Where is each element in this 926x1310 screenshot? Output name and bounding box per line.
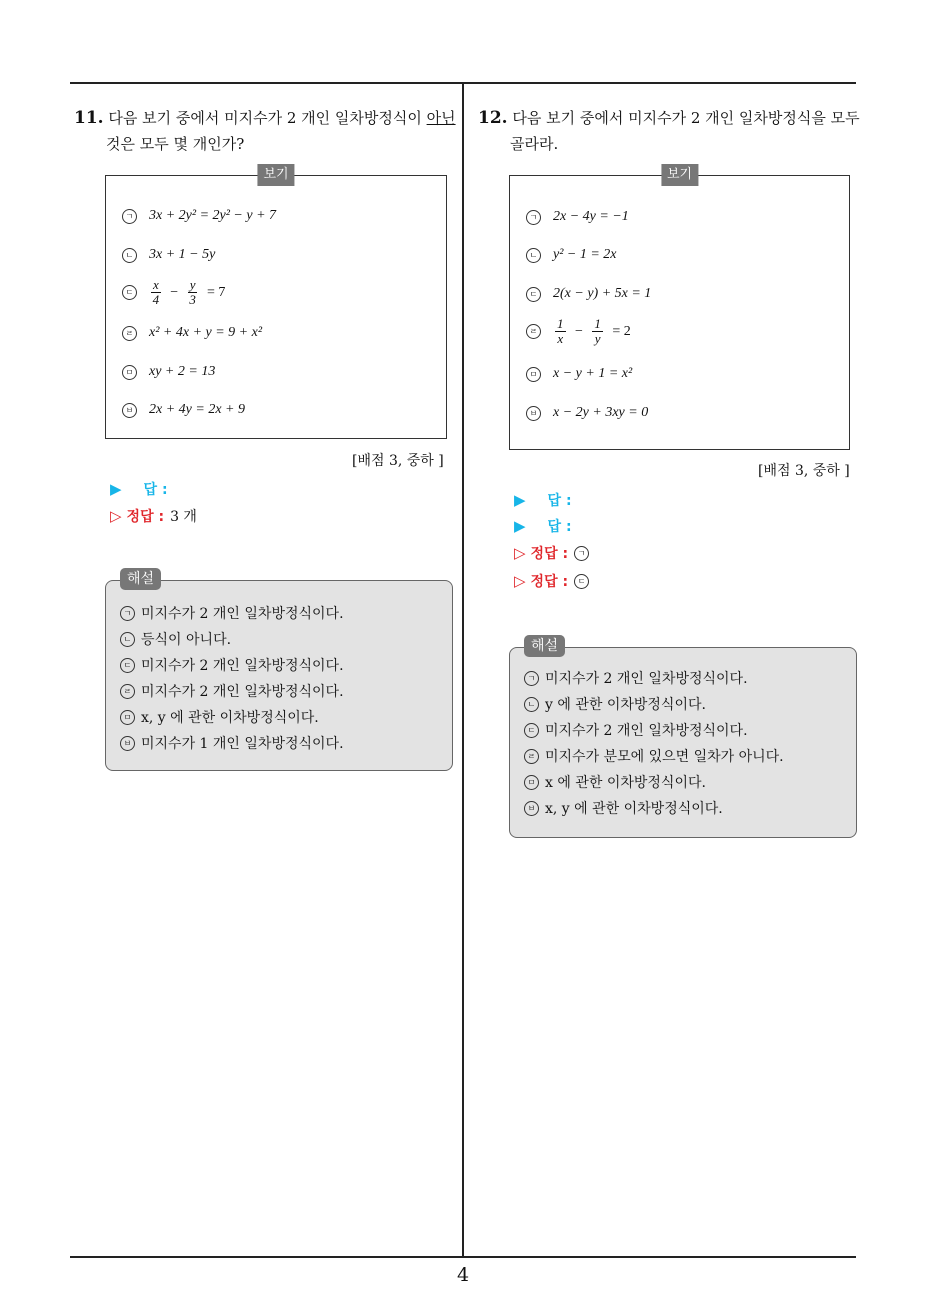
q11-score: [배점 3, 중하 ] [352,453,444,469]
q11-explanation-box [105,571,453,771]
q12-item-6-expr: x − 2y + 3xy = 0 [553,405,649,420]
q12-answer-row-1[interactable] [514,490,572,510]
q11-explanation-label: 해설 [120,568,161,590]
q11-item-4-expr: x² + 4x + y = 9 + x² [149,325,263,340]
q11-bogi-box [105,167,447,439]
q12-exp-2-mark: ㄴ [524,697,539,712]
q11-exp-3 [120,655,344,675]
q11-exp-6-mark: ㅂ [120,736,135,751]
q11-exp-4-mark: ㄹ [120,684,135,699]
q11-item-5-mark: ㅁ [122,365,137,380]
q11-item-4-mark: ㄹ [122,326,137,341]
q12-exp-3-text: 미지수가 2 개인 일차방정식이다. [545,723,748,739]
q12-correct-row-2 [514,571,601,591]
q12-item-1-expr: 2x − 4y = −1 [553,209,629,224]
q11-text-emphasis: 아닌 [426,109,456,127]
q11-answer-row[interactable] [110,479,168,499]
q11-exp-6 [120,733,344,753]
q11-number: 11. [74,108,104,128]
q12-exp-1-mark: ㄱ [524,671,539,686]
correct-arrow-icon: ▷ [110,507,122,525]
q11-item-2-expr: 3x + 1 − 5y [149,247,216,262]
q11-item-6-mark: ㅂ [122,403,137,418]
q12-exp-6 [524,798,723,818]
q11-item-5 [122,364,215,380]
q11-correct-value: 3 개 [170,509,197,525]
q12-exp-4-mark: ㄹ [524,749,539,764]
q12-item-4-frac1: $\frac{1}{x}$ [557,316,564,346]
q12-exp-5-mark: ㅁ [524,775,539,790]
q12-text-part2: 골라라. [510,135,559,153]
answer-arrow-icon: ▶ [110,480,122,498]
q12-correct-row-1 [514,543,601,563]
q12-item-2-expr: y² − 1 = 2x [553,247,617,262]
q11-exp-2-mark: ㄴ [120,632,135,647]
q12-item-5 [526,366,632,382]
q12-answer-label-1: 답 : [547,493,572,509]
q11-item-3-frac1: $\frac{x}{4}$ [152,277,160,307]
q11-exp-1 [120,603,344,623]
q12-item-1 [526,209,629,225]
q11-exp-5 [120,707,319,727]
q11-correct-label: 정답 : [126,509,165,525]
q12-item-4-mark: ㄹ [526,324,541,339]
q11-item-3-frac2: $\frac{y}{3}$ [189,277,196,307]
q11-item-3-rest: = 7 [206,284,226,300]
q11-item-2 [122,247,215,263]
q11-question [74,105,460,157]
q12-item-6 [526,405,648,421]
q11-exp-1-mark: ㄱ [120,606,135,621]
q12-score: [배점 3, 중하 ] [758,463,850,479]
q12-correct-label-1: 정답 : [530,546,569,562]
q12-exp-4 [524,746,784,766]
q12-item-4-frac2: $\frac{1}{y}$ [594,316,601,346]
q12-exp-5-text: x 에 관한 이차방정식이다. [545,775,706,791]
q12-exp-2-text: y 에 관한 이차방정식이다. [545,697,706,713]
q11-item-4 [122,325,262,341]
q12-explanation-box [509,638,857,838]
q12-item-5-mark: ㅁ [526,367,541,382]
q11-item-3-mark: ㄷ [122,285,137,300]
q11-exp-2-text: 등식이 아니다. [141,632,232,648]
q12-item-6-mark: ㅂ [526,406,541,421]
q12-answer-row-2[interactable] [514,516,572,536]
q11-exp-3-text: 미지수가 2 개인 일차방정식이다. [141,658,344,674]
q11-correct-row [110,506,197,526]
q12-correct-value-2: ㄷ [574,574,589,589]
q11-text-part1: 다음 보기 중에서 미지수가 2 개인 일차방정식이 [108,109,427,127]
q12-exp-6-mark: ㅂ [524,801,539,816]
q12-exp-6-text: x, y 에 관한 이차방정식이다. [545,801,723,817]
q12-correct-label-2: 정답 : [530,574,569,590]
page-number: 4 [456,1264,470,1286]
q12-exp-2 [524,694,706,714]
q12-text-part1: 다음 보기 중에서 미지수가 2 개인 일차방정식을 모두 [512,109,860,127]
q12-bogi-label: 보기 [661,164,698,186]
q12-item-3 [526,286,651,302]
correct-arrow-icon: ▷ [514,572,526,590]
answer-arrow-icon: ▶ [514,517,526,535]
q12-item-4: ㄹ $\frac{1}{x}$ − $\frac{1}{y}$ = 2 [526,317,635,346]
q11-item-1-mark: ㄱ [122,209,137,224]
q12-exp-3 [524,720,748,740]
q11-item-6-expr: 2x + 4y = 2x + 9 [149,402,245,417]
q12-number: 12. [478,108,508,128]
q11-item-3: ㄷ $\frac{x}{4}$ − $\frac{y}{3}$ = 7 [122,278,229,307]
q12-item-1-mark: ㄱ [526,210,541,225]
q12-exp-5 [524,772,706,792]
bottom-rule [70,1256,856,1258]
column-divider [462,82,464,1258]
correct-arrow-icon: ▷ [514,544,526,562]
q11-exp-5-mark: ㅁ [120,710,135,725]
q11-answer-label: 답 : [143,482,168,498]
q11-exp-6-text: 미지수가 1 개인 일차방정식이다. [141,736,344,752]
q12-exp-4-text: 미지수가 분모에 있으면 일차가 아니다. [545,749,784,765]
q11-bogi-label: 보기 [257,164,294,186]
q12-item-5-expr: x − y + 1 = x² [553,366,633,381]
q11-item-1-expr: 3x + 2y² = 2y² − y + 7 [149,208,277,223]
q11-exp-2 [120,629,231,649]
q12-question [478,105,864,157]
q11-exp-3-mark: ㄷ [120,658,135,673]
q12-item-3-mark: ㄷ [526,287,541,302]
q12-exp-1-text: 미지수가 2 개인 일차방정식이다. [545,671,748,687]
answer-arrow-icon: ▶ [514,491,526,509]
q12-item-2-mark: ㄴ [526,248,541,263]
q11-item-1 [122,208,276,224]
q11-item-5-expr: xy + 2 = 13 [149,364,216,379]
q12-item-3-expr: 2(x − y) + 5x = 1 [553,286,652,301]
q12-answer-label-2: 답 : [547,519,572,535]
q12-exp-1 [524,668,748,688]
q11-exp-1-text: 미지수가 2 개인 일차방정식이다. [141,606,344,622]
q11-item-2-mark: ㄴ [122,248,137,263]
q12-bogi-box [509,167,850,450]
q11-exp-5-text: x, y 에 관한 이차방정식이다. [141,710,319,726]
q11-item-6 [122,402,245,418]
q11-exp-4 [120,681,344,701]
q12-explanation-label: 해설 [524,635,565,657]
q12-exp-3-mark: ㄷ [524,723,539,738]
q12-item-2 [526,247,617,263]
q11-exp-4-text: 미지수가 2 개인 일차방정식이다. [141,684,344,700]
q12-correct-value-1: ㄱ [574,546,589,561]
q11-text-part2: 것은 모두 몇 개인가? [106,135,245,153]
q12-item-4-rest: = 2 [612,323,631,339]
